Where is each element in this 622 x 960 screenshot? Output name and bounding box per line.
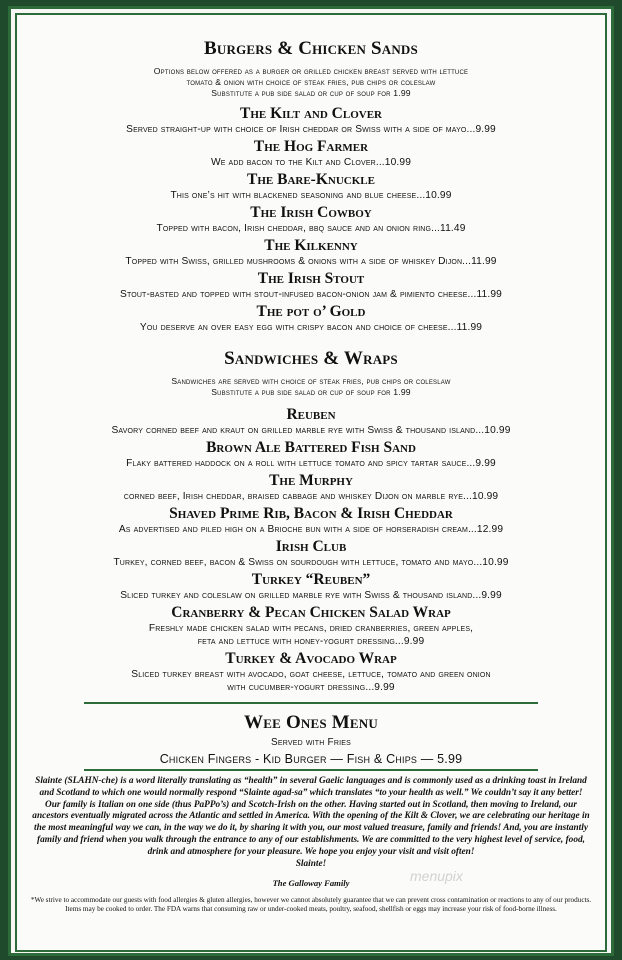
burgers-note-3: Substitute a pub side salad or cup of soup for 1.99	[211, 88, 411, 98]
story-slainte: Slainte!	[295, 858, 327, 869]
wee-ones-section	[22, 712, 600, 767]
item-name: Turkey “Reuben”	[251, 571, 371, 588]
section-divider	[84, 769, 538, 771]
item-desc: Topped with Swiss, grilled mushrooms & onions with a side of whiskey Dijon...11.99	[125, 256, 497, 267]
menu-item	[22, 138, 600, 169]
item-name: The Hog Farmer	[253, 138, 369, 155]
menu-item	[22, 105, 600, 136]
item-desc: As advertised and piled high on a Brioche bun with a side of horseradish cream...12.99	[118, 524, 504, 535]
item-name: The Bare-Knuckle	[247, 171, 375, 188]
item-desc: We add bacon to the Kilt and Clover...10.99	[210, 157, 412, 168]
menu-item	[22, 204, 600, 235]
story-section	[22, 776, 600, 890]
menu-item	[22, 171, 600, 202]
menu-item	[22, 472, 600, 503]
item-desc: Freshly made chicken salad with pecans, dried cranberries, green apples,	[148, 623, 474, 634]
sandwiches-list	[22, 406, 600, 694]
menu-item	[22, 571, 600, 602]
sandwiches-section	[22, 348, 600, 694]
item-desc: with cucumber-yogurt dressing...9.99	[227, 682, 395, 693]
burgers-list	[22, 105, 600, 334]
item-name: The Irish Stout	[257, 270, 365, 287]
menu-item	[22, 237, 600, 268]
menu-item	[22, 505, 600, 536]
item-name: Cranberry & Pecan Chicken Salad Wrap	[171, 604, 451, 621]
burgers-title: Burgers & Chicken Sands	[204, 38, 418, 59]
wee-ones-items: Chicken Fingers - Kid Burger — Fish & Chips — 5.99	[159, 752, 463, 766]
menu-item	[22, 406, 600, 437]
item-desc: Sliced turkey and coleslaw on grilled marble rye with Swiss & thousand island...9.99	[120, 590, 502, 601]
watermark-text: menupix	[410, 868, 463, 884]
item-name: Irish Club	[275, 538, 347, 555]
story-signature: The Galloway Family	[272, 878, 350, 889]
item-name: The Murphy	[269, 472, 353, 489]
menu-item	[22, 538, 600, 569]
item-desc: Flaky battered haddock on a roll with lettuce tomato and spicy tartar sauce...9.99	[126, 458, 496, 469]
wee-ones-title: Wee Ones Menu	[244, 712, 378, 733]
item-desc: This one’s hit with blackened seasoning and blue cheese...10.99	[170, 190, 452, 201]
burgers-section	[22, 38, 600, 334]
section-divider	[84, 702, 538, 704]
item-name: Turkey & Avocado Wrap	[225, 650, 397, 667]
item-name: Brown Ale Battered Fish Sand	[206, 439, 416, 456]
burgers-note-2: tomato & onion with choice of steak fries, pub chips or coleslaw	[186, 77, 436, 87]
item-desc: Sliced turkey breast with avocado, goat cheese, lettuce, tomato and green onion	[131, 669, 491, 680]
sandwiches-note-1: Sandwiches are served with choice of steak fries, pub chips or coleslaw	[171, 376, 451, 386]
item-name: The Kilt and Clover	[239, 105, 382, 122]
menu-item	[22, 270, 600, 301]
item-name: The Kilkenny	[264, 237, 358, 254]
menu-content	[22, 18, 600, 914]
item-name: The Irish Cowboy	[250, 204, 372, 221]
item-desc: Stout-basted and topped with stout-infused bacon-onion jam & pimiento cheese...11.99	[120, 289, 502, 300]
item-desc: corned beef, Irish cheddar, braised cabbage and whiskey Dijon on marble rye...10.99	[123, 491, 499, 502]
sandwiches-note-2: Substitute a pub side salad or cup of soup for 1.99	[211, 387, 411, 397]
item-desc: feta and lettuce with honey-yogurt dressing...9.99	[197, 636, 425, 647]
story-text: Slainte (SLAHN-che) is a word literally translating as “health” in several Gaelic languages and is commonly used as a drinking toast in Ireland and Scotland to which one would normally respond “Slainte agad-sa” which translates “to your health as well.” We couldn’t say it any better! Our family is Italian on one side (thus PaPPo’s) and Scotch-Irish on the other. Having started out in Scotland, then moving to Ireland, our ancestors eventually migrated across the Atlantic and settled in America. With the opening of the Kilt & Clover, we are celebrating our heritage in the most meaningful way we can, in the way we do it, by sharing it with you, our most valued treasure, family and friends! And, you are instantly family and friend when you walk through the entrance to any of our establishments. We are committed to the very highest level of service, food, drink and atmosphere for your pleasure. We hope you enjoy your visit and visit often!	[32, 776, 590, 857]
burgers-note-1: Options below offered as a burger or grilled chicken breast served with lettuce	[153, 66, 469, 76]
sandwiches-title: Sandwiches & Wraps	[224, 348, 398, 369]
item-desc: Turkey, corned beef, bacon & Swiss on sourdough with lettuce, tomato and mayo...10.99	[113, 557, 509, 568]
item-desc: Topped with bacon, Irish cheddar, bbq sauce and an onion ring...11.49	[156, 223, 466, 234]
menu-item	[22, 604, 600, 648]
item-name: Reuben	[286, 406, 336, 423]
item-name: Shaved Prime Rib, Bacon & Irish Cheddar	[169, 505, 453, 522]
menu-item	[22, 439, 600, 470]
allergy-disclaimer: *We strive to accommodate our guests with food allergies & gluten allergies, however we cannot absolutely guarantee that we can prevent cross contamination or reactions to any of our products. Items may be cooked to order. The FDA warns that consuming raw or under-cooked meats, poultry, seafood, shellfish or eggs may increase your risk of food-borne illness.	[30, 896, 592, 914]
wee-ones-note: Served with Fries	[271, 737, 351, 748]
menu-item	[22, 650, 600, 694]
item-name: The pot o’ Gold	[256, 303, 366, 320]
item-desc: You deserve an over easy egg with crispy bacon and choice of cheese...11.99	[139, 322, 483, 333]
item-desc: Served straight-up with choice of Irish cheddar or Swiss with a side of mayo...9.99	[126, 124, 496, 135]
menu-item	[22, 303, 600, 334]
item-desc: Savory corned beef and kraut on grilled marble rye with Swiss & thousand island...10.99	[111, 425, 511, 436]
